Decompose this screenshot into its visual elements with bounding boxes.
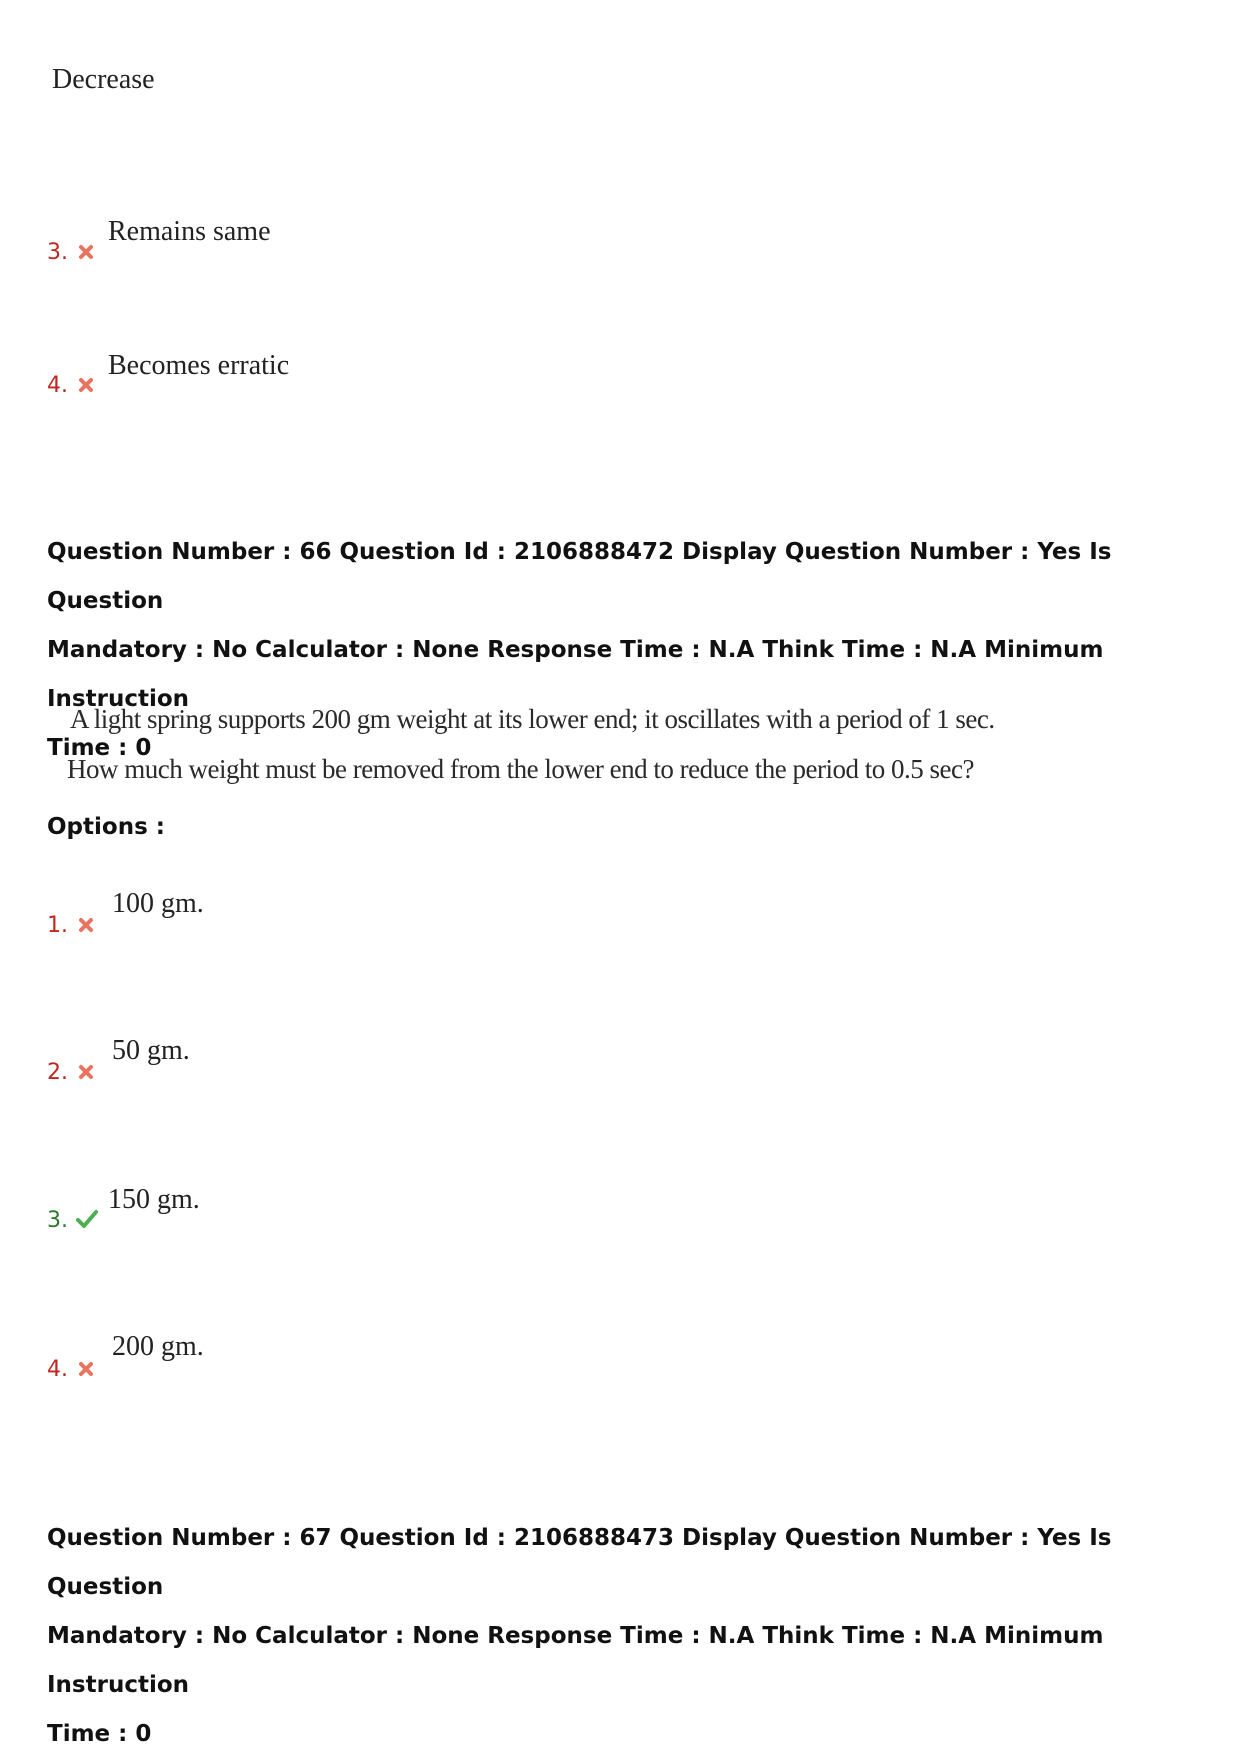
option-text: 100 gm. — [112, 888, 204, 919]
cross-icon — [77, 1360, 95, 1378]
check-icon — [75, 1208, 99, 1230]
options-label — [47, 803, 1207, 852]
cross-icon — [77, 376, 95, 394]
question-text-line: How much weight must be removed from the lower end to reduce the period to 0.5 sec? — [67, 754, 974, 784]
option-number: 3. — [47, 1208, 68, 1233]
question-67-metadata — [47, 1514, 1207, 1759]
option-2-text-continued: Decrease — [52, 64, 155, 95]
metadata-line: Mandatory : No Calculator : None Response Time : N.A Think Time : N.A Minimum Instruction — [47, 1623, 1104, 1698]
option-number: 2. — [47, 1060, 68, 1085]
option-text: 150 gm. — [108, 1184, 200, 1215]
option-text: Remains same — [108, 216, 271, 247]
options-label-text: Options : — [47, 814, 165, 840]
option-number: 4. — [47, 373, 68, 398]
cross-icon — [77, 1063, 95, 1081]
metadata-line: Mandatory : No Calculator : None Response Time : N.A Think Time : N.A Minimum Instruction — [47, 637, 1104, 712]
option-text: 200 gm. — [112, 1331, 204, 1362]
metadata-line: Question Number : 66 Question Id : 2106888472 Display Question Number : Yes Is Question — [47, 539, 1112, 614]
question-66-metadata — [47, 528, 1207, 773]
cross-icon — [77, 916, 95, 934]
cross-icon — [77, 243, 95, 261]
option-number: 3. — [47, 240, 68, 265]
metadata-line: Time : 0 — [47, 1721, 152, 1747]
option-number: 4. — [47, 1357, 68, 1382]
option-text: Becomes erratic — [108, 350, 290, 381]
option-number: 1. — [47, 913, 68, 938]
metadata-line: Question Number : 67 Question Id : 2106888473 Display Question Number : Yes Is Question — [47, 1525, 1112, 1600]
option-text: 50 gm. — [112, 1035, 190, 1066]
metadata-line: Time : 0 — [47, 735, 152, 761]
question-text-line: A light spring supports 200 gm weight at its lower end; it oscillates with a period of 1 sec. — [70, 704, 995, 734]
